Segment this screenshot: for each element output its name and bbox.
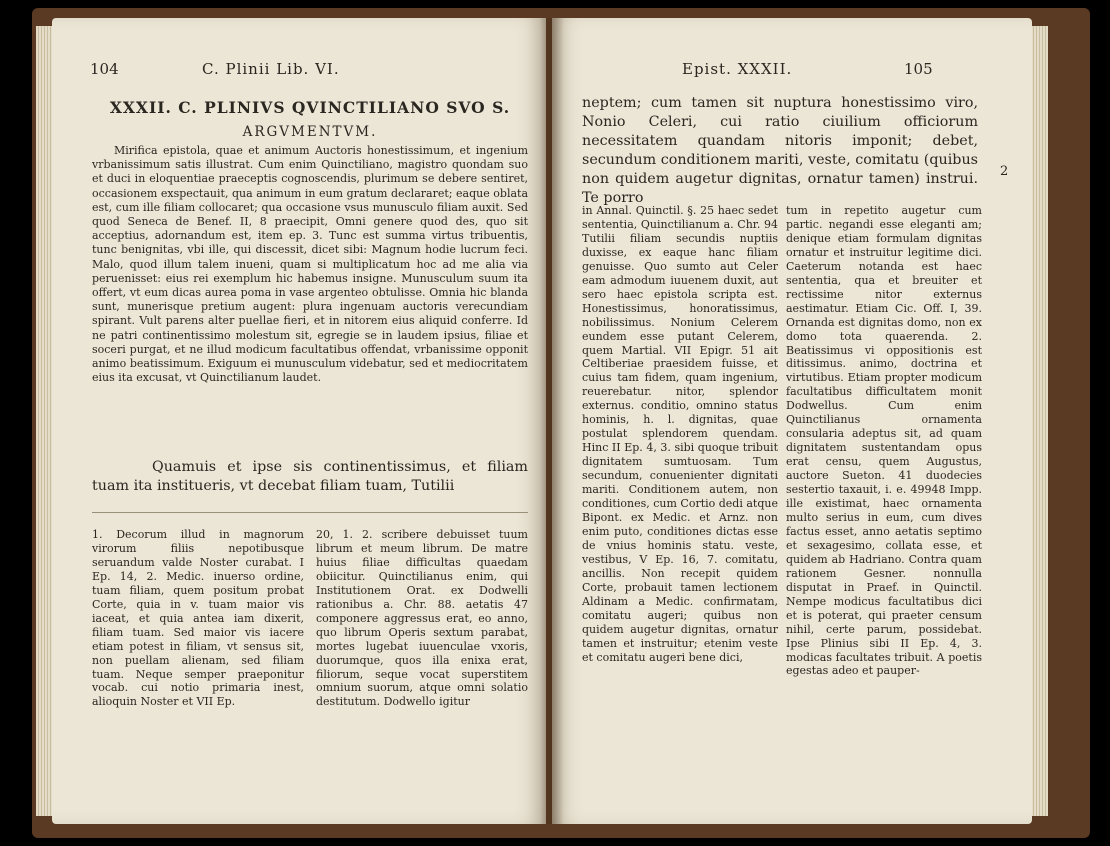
right-running-head: Epist. XXXII. xyxy=(682,60,793,78)
right-note-column-1: in Annal. Quinctil. §. 25 haec sedet sententia, Quinctilianum a. Chr. 94 Tutilii filiam secundis nuptiis duxisse, ex eaque hanc filiam genuisse. Quo sumto aut Celer eam admodum iuuenem duxit, aut sero haec epistola scripta est. Honestissimus, honoratissimus, nobilissimus. Nonium Celerem eundem esse putant Celerem, quem Martial. VII Epigr. 51 ait Celtiberiae praesidem fuisse, et cuius tam fidem, quam ingenium, reuerebatur. nitor, splendor externus. conditio, omnino status hominis, h. l. dignitas, quae postulat splendorem quendam. Hinc II Ep. 4, 3. sibi quoque tribuit dignitatem sumtuosam. Tum secundum, conuenienter dignitati mariti. Conditionem autem, non conditiones, cum Cortio dedi atque Bipont. ex Medic. et Arnz. non enim puto, conditiones dictas esse de vnius hominis statu. veste, vestibus, V Ep. 16, 7. comitatu, ancillis. Non recepit quidem Corte, probauit tamen lectionem Aldinam a Medic. confirmatam, comitatu augeri; quibus non quidem augetur dignitas, ornatur tamen et instruitur; etenim veste et comitatu augeri bene dici, xyxy=(582,204,778,664)
page-edges-right xyxy=(1030,26,1048,816)
left-note-column-2: 20, 1. 2. scribere debuisset tuum librum et meum librum. De matre huius filiae difficultas quaedam obiicitur. Quinctilianus enim, qui Institutionem Orat. ex Dodwelli rationibus a. Chr. 88. aetatis 47 componere aggressus erat, eo anno, quo librum Operis sextum parabat, mortes lugebat iuuenculae vxoris, duorumque, quos illa enixa erat, filiorum, seque vocat superstitem omnium suorum, atque omni solatio destitutum. Dodwello igitur xyxy=(316,528,528,709)
letter-title: XXXII. C. PLINIVS QVINCTILIANO SVO S. xyxy=(109,98,511,117)
left-note-column-1: 1. Decorum illud in magnorum virorum filiis nepotibusque seruandum valde Noster curabat. I Ep. 14, 2. Medic. inuerso ordine, tuam filiam, quem positum probat Corte, quia in v. tuam maior vis iaceat, et quia antea iam dixerit, filiam tuam. Sed maior vis iacere etiam potest in filiam, vt sensus sit, non puellam alienam, sed filiam tuam. Neque semper praeponitur vocab. cui notio primaria inest, alioquin Noster et VII Ep. xyxy=(92,528,304,709)
argument-text: Mirifica epistola, quae et animum Auctoris honestissimum, et ingenium vrbanissimum satis illustrat. Cum enim Quinctiliano, magistro quondam suo et duci in eloquentiae praeceptis cognoscendis, plurimum se debere sentiret, occasionem exspectauit, qua animum in eum gratum declararet; eaque oblata est, cum ille filiam collocaret; qua occasione vsus munusculo filiam auxit. Sed quod Seneca de Benef. II, 8 praecipit, Omni genere quod des, quo sit acceptius, adornandum est, item ep. 3. Tunc est summa virtus tribuentis, tunc benignitas, vbi ille, qui discessit, dicet sibi: Magnum hodie lucrum feci. Malo, quod illum talem inueni, quam si multiplicatum hoc ad me alia via peruenisset: eius rei exemplum hic habemus insigne. Munusculum suum ita offert, vt eum dicas aurea poma in vase argenteo obtulisse. Omnia hic blanda sunt, munerisque pretium augent: plura ingenuam auctoris verecundiam spirant. Vult parens alter puellae fieri, et in nitorem eius aliquid conferre. Id ne patri continentissimo molestum sit, egregie se in laudem ipsius, filiae et soceri purgat, et ne illud modicum facultatibus offendat, vrbanissime opponit animo beatissimum. Exiguum ei munusculum videbatur, sed et mediocritatem eius ita excusat, vt Quinctilianum laudet. xyxy=(92,144,528,385)
right-main-text: neptem; cum tamen sit nuptura honestissimo viro, Nonio Celeri, cui ratio ciuilium officiorum necessitatem quandam nitoris imponit; debet, secundum conditionem mariti, veste, comitatu (quibus non quidem augetur dignitas, ornatur tamen) instrui. Te porro xyxy=(582,95,978,206)
left-running-head: C. Plinii Lib. VI. xyxy=(202,60,340,78)
left-page-number: 104 xyxy=(90,60,119,78)
argument-heading: ARGVMENTVM. xyxy=(242,124,378,140)
left-main-text: Quamuis et ipse sis continentissimus, et filiam tuam ita institueris, vt decebat filiam tuam, Tutilii xyxy=(92,459,528,494)
right-page-number: 105 xyxy=(904,60,933,78)
book-gutter xyxy=(540,18,564,824)
right-note-column-2: tum in repetito augetur cum partic. negandi esse eleganti am; denique etiam formulam dignitas ornatur et instruitur legitime dici. Caeterum notanda est haec sententia, qua et breuiter et rectissime nitor externus aestimatur. Etiam Cic. Off. I, 39. Ornanda est dignitas domo, non ex domo tota quaerenda. 2. Beatissimus vi oppositionis est ditissimus. animo, doctrina et virtutibus. Etiam propter modicum facultatibus difficultatem monit Dodwellus. Cum enim Quinctilianus ornamenta consularia adeptus sit, ad quam dignitatem sustentandam opus erat censu, quem Augustus, auctore Sueton. 41 duodecies sestertio taxauit, i. e. 49948 Impp. ille existimat, haec ornamenta multo serius in eum, cum dives factus esset, anno aetatis septimo et sexagesimo, collata esse, et quidem ab Hadriano. Contra quam rationem Gesner. nonnulla disputat in Praef. in Quinctil. Nempe modicus facultatibus dici et is poterat, qui praeter censum nihil, certe parum, possidebat. Ipse Plinius sibi II Ep. 4, 3. modicas facultates tribuit. A poetis egestas adeo et pauper- xyxy=(786,204,982,678)
footnote-rule xyxy=(92,512,528,513)
right-page xyxy=(552,18,1032,824)
left-page xyxy=(52,18,546,824)
margin-mark: 2 xyxy=(1000,164,1009,179)
